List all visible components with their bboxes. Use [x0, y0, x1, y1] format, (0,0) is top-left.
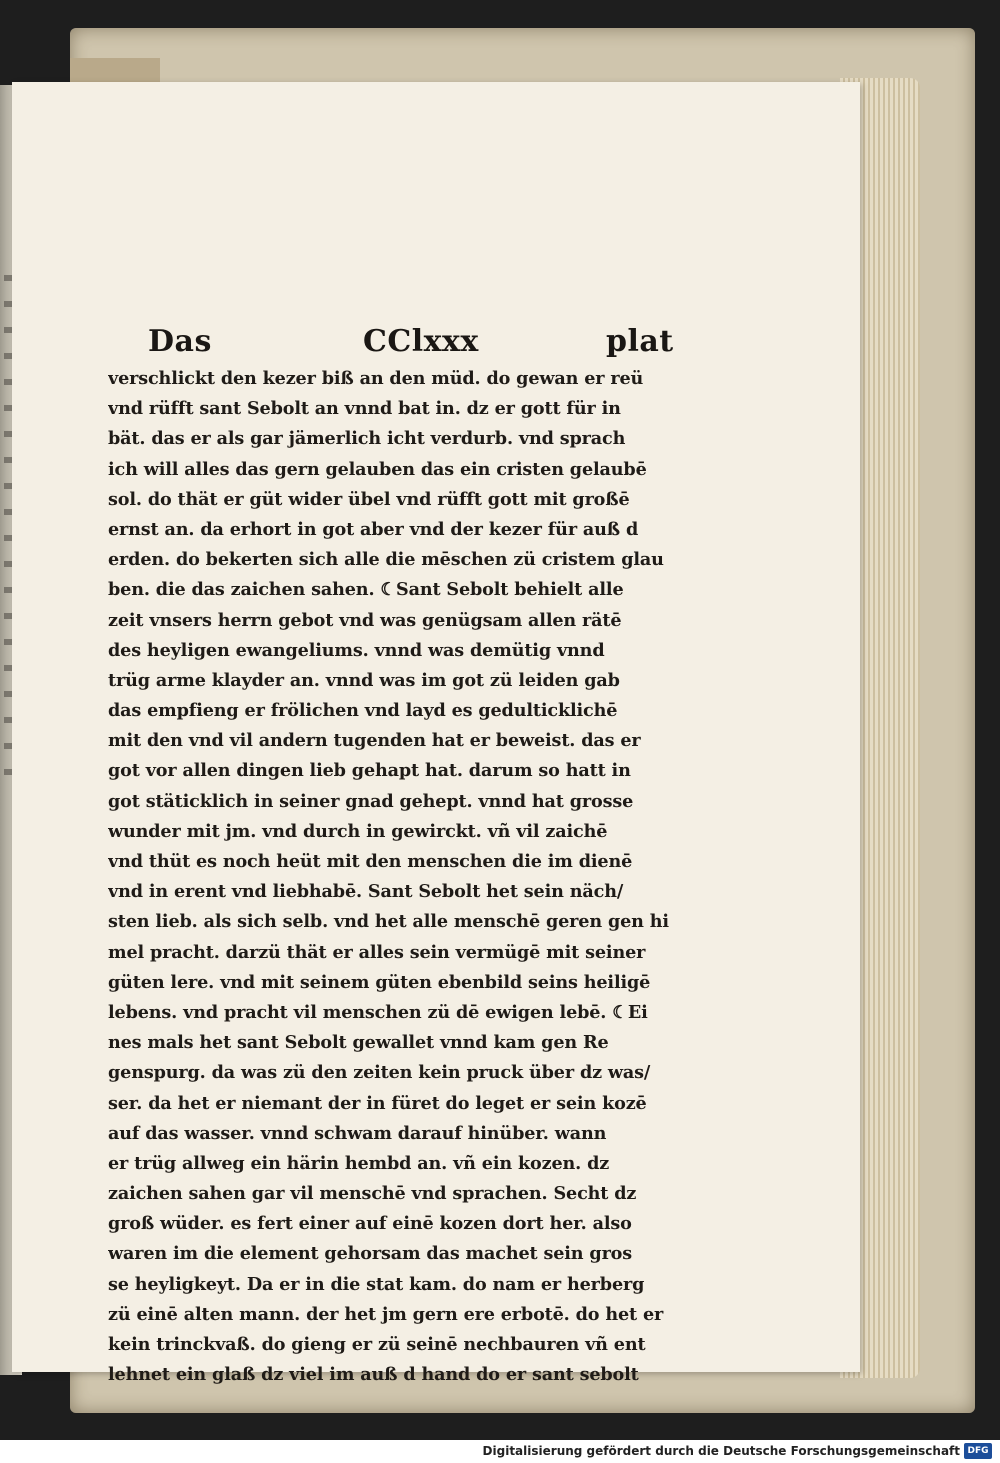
- text-line: vnd thüt es noch heüt mit den menschen die im dienē: [108, 851, 633, 872]
- text-line: erden. do bekerten sich alle die mēschen zü cristem glau: [108, 549, 664, 571]
- text-line: mit den vnd vil andern tugenden hat er beweist. das er: [108, 730, 641, 752]
- text-line: wunder mit jm. vnd durch in gewirckt. vñ vil zaichē: [108, 820, 608, 842]
- text-line: verschlickt den kezer biß an den müd. do gewan er reü: [108, 368, 644, 389]
- text-line: sol. do thät er güt wider übel vnd rüfft gott mit großē: [108, 488, 630, 510]
- running-header: [108, 324, 728, 362]
- text-line: nes mals het sant Sebolt gewallet vnnd kam gen Re: [108, 1032, 609, 1054]
- body-text: [108, 364, 728, 1390]
- text-line: mel pracht. darzü thät er alles sein vermügē mit seiner: [108, 941, 646, 963]
- text-line: got stäticklich in seiner gnad gehept. vnnd hat grosse: [108, 790, 634, 812]
- header-right: plat: [606, 324, 674, 359]
- text-line: lebens. vnd pracht vil menschen zü dē ewigen lebē. ☾Ei: [108, 1001, 648, 1023]
- text-line: trüg arme klayder an. vnnd was im got zü leiden gab: [108, 669, 620, 691]
- text-line: vnd rüfft sant Sebolt an vnnd bat in. dz er gott für in: [108, 398, 621, 420]
- text-line: vnd in erent vnd liebhabē. Sant Sebolt het sein näch/: [108, 881, 624, 903]
- text-line: got vor allen dingen lieb gehapt hat. darum so hatt in: [108, 760, 631, 782]
- header-left: Das: [148, 324, 212, 359]
- text-line: er trüg allweg ein härin hembd an. vñ ein kozen. dz: [108, 1152, 610, 1174]
- text-line: zü einē alten mann. der het jm gern ere erbotē. do het er: [108, 1303, 664, 1325]
- text-line: ben. die das zaichen sahen. ☾Sant Sebolt behielt alle: [108, 579, 624, 601]
- text-line: auf das wasser. vnnd schwam darauf hinüber. wann: [108, 1122, 607, 1144]
- text-line: kein trinckvaß. do gieng er zü seinē nechbauren vñ ent: [108, 1334, 646, 1355]
- text-line: zaichen sahen gar vil menschē vnd sprachen. Secht dz: [108, 1183, 637, 1205]
- text-line: genspurg. da was zü den zeiten kein pruck über dz was/: [108, 1062, 651, 1084]
- text-line: des heyligen ewangeliums. vnnd was demütig vnnd: [108, 639, 605, 661]
- footer-bar: [0, 1440, 1000, 1463]
- text-line: lehnet ein glaß dz viel im auß d hand do er sant sebolt: [108, 1364, 639, 1386]
- text-line: sten lieb. als sich selb. vnd het alle menschē geren gen hi: [108, 911, 669, 933]
- text-line: groß wüder. es fert einer auf einē kozen dort her. also: [108, 1213, 632, 1235]
- text-line: ser. da het er niemant der in füret do leget er sein kozē: [108, 1092, 647, 1114]
- text-line: das empfieng er frölichen vnd layd es gedulticklichē: [108, 700, 618, 722]
- text-line: waren im die element gehorsam das machet sein gros: [108, 1243, 633, 1265]
- text-block: [108, 324, 728, 1390]
- footer-credit: Digitalisierung gefördert durch die Deutsche Forschungsgemeinschaft: [482, 1444, 960, 1458]
- text-line: ernst an. da erhort in got aber vnd der kezer für auß d: [108, 518, 639, 540]
- book-page: [12, 82, 860, 1386]
- dfg-logo: DFG: [964, 1443, 992, 1459]
- folio-number: CClxxx: [363, 324, 479, 359]
- text-line: se heyligkeyt. Da er in die stat kam. do nam er herberg: [108, 1273, 645, 1295]
- text-line: zeit vnsers herrn gebot vnd was genügsam allen rätē: [108, 609, 622, 631]
- text-line: bät. das er als gar jämerlich icht verdurb. vnd sprach: [108, 428, 626, 450]
- text-line: ich will alles das gern gelauben das ein cristen gelaubē: [108, 458, 647, 480]
- text-line: güten lere. vnd mit seinem güten ebenbild seins heiligē: [108, 971, 651, 993]
